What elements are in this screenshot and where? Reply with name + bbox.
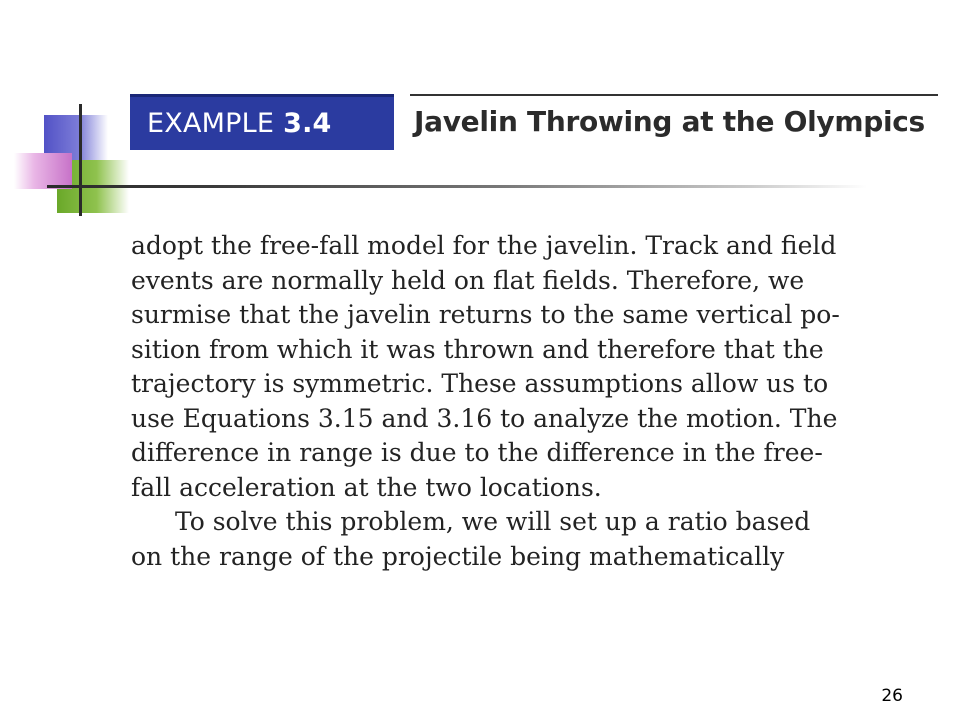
text-line: adopt the free-fall model for the javelin. Track and field xyxy=(131,231,837,260)
text-line: To solve this problem, we will set up a ratio based xyxy=(175,507,811,536)
text-line: trajectory is symmetric. These assumptions allow us to xyxy=(131,369,829,398)
example-number: 3.4 xyxy=(283,108,332,139)
text-line: surmise that the javelin returns to the same vertical po- xyxy=(131,300,840,329)
example-badge xyxy=(130,94,394,150)
example-title: Javelin Throwing at the Olympics xyxy=(414,105,925,138)
ornament-vertical-rule xyxy=(79,104,82,216)
header-divider-rule xyxy=(47,185,867,188)
body-text xyxy=(131,229,891,574)
page-number: 26 xyxy=(881,686,903,706)
text-line: sition from which it was thrown and therefore that the xyxy=(131,334,824,364)
text-line: difference in range is due to the difference in the free- xyxy=(131,438,823,467)
text-line: use Equations 3.15 and 3.16 to analyze the motion. The xyxy=(131,403,838,433)
text-line: events are normally held on flat fields. Therefore, we xyxy=(131,265,805,295)
ornament-pink-square xyxy=(14,153,72,189)
example-label: EXAMPLE xyxy=(147,108,275,139)
text-line: fall acceleration at the two locations. xyxy=(131,472,602,502)
title-top-rule xyxy=(410,94,938,96)
text-line: on the range of the projectile being mathematically xyxy=(131,541,785,571)
